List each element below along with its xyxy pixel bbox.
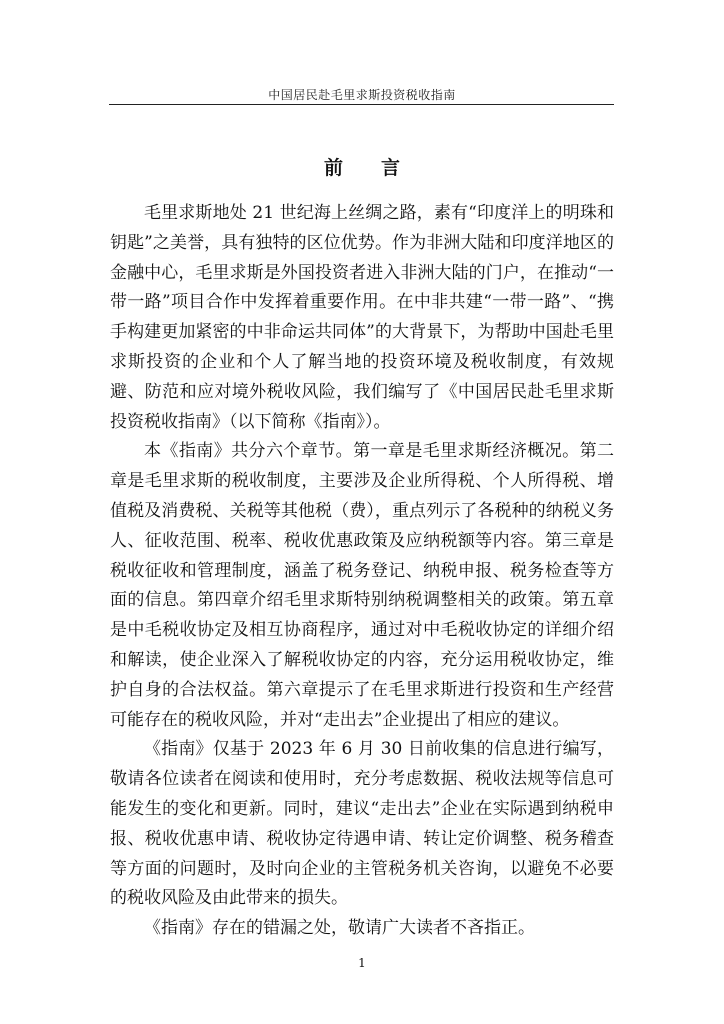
paragraph-intro: 毛里求斯地处 21 世纪海上丝绸之路，素有“印度洋上的明珠和钥匙”之美誉，具有独特的区位优势。作为非洲大陆和印度洋地区的金融中心，毛里求斯是外国投资者进入非洲大陆的门户，在推动“一带一路”项目合作中发挥着重要作用。在中非共建“一带一路”、“携手构建更加紧密的中非命运共同体”的大背景下，为帮助中国赴毛里求斯投资的企业和个人了解当地的投资环境及税收制度，有效规避、防范和应对境外税收风险，我们编写了《中国居民赴毛里求斯投资税收指南》（以下简称《指南》）。 xyxy=(110,203,614,432)
paragraph-disclaimer: 《指南》仅基于 2023 年 6 月 30 日前收集的信息进行编写，敬请各位读者在阅读和使用时，充分考虑数据、税收法规等信息可能发生的变化和更新。同时，建议“走出去”企业在实际遇到纳税申报、税收优惠申请、税收协定待遇申请、转让定价调整、税务稽查等方面的问题时，及时向企业的主管税务机关咨询，以避免不必要的税收风险及由此带来的损失。 xyxy=(110,739,614,909)
preface-body xyxy=(110,199,614,944)
running-header: 中国居民赴毛里求斯投资税收指南 xyxy=(268,88,456,102)
page-title: 前言 xyxy=(323,157,438,179)
header-rule xyxy=(109,104,614,105)
page-number: 1 xyxy=(358,956,366,970)
paragraph-chapters: 本《指南》共分六个章节。第一章是毛里求斯经济概况。第二章是毛里求斯的税收制度，主要涉及企业所得税、个人所得税、增值税及消费税、关税等其他税（费），重点列示了各税种的纳税义务人、征收范围、税率、税收优惠政策及应纳税额等内容。第三章是税收征收和管理制度，涵盖了税务登记、纳税申报、税务检查等方面的信息。第四章介绍毛里求斯特别纳税调整相关的政策。第五章是中毛税收协定及相互协商程序，通过对中毛税收协定的详细介绍和解读，使企业深入了解税收协定的内容，充分运用税收协定，维护自身的合法权益。第六章提示了在毛里求斯进行投资和生产经营可能存在的税收风险，并对“走出去”企业提出了相应的建议。 xyxy=(110,441,614,730)
paragraph-closing: 《指南》存在的错漏之处，敬请广大读者不吝指正。 xyxy=(144,918,535,939)
